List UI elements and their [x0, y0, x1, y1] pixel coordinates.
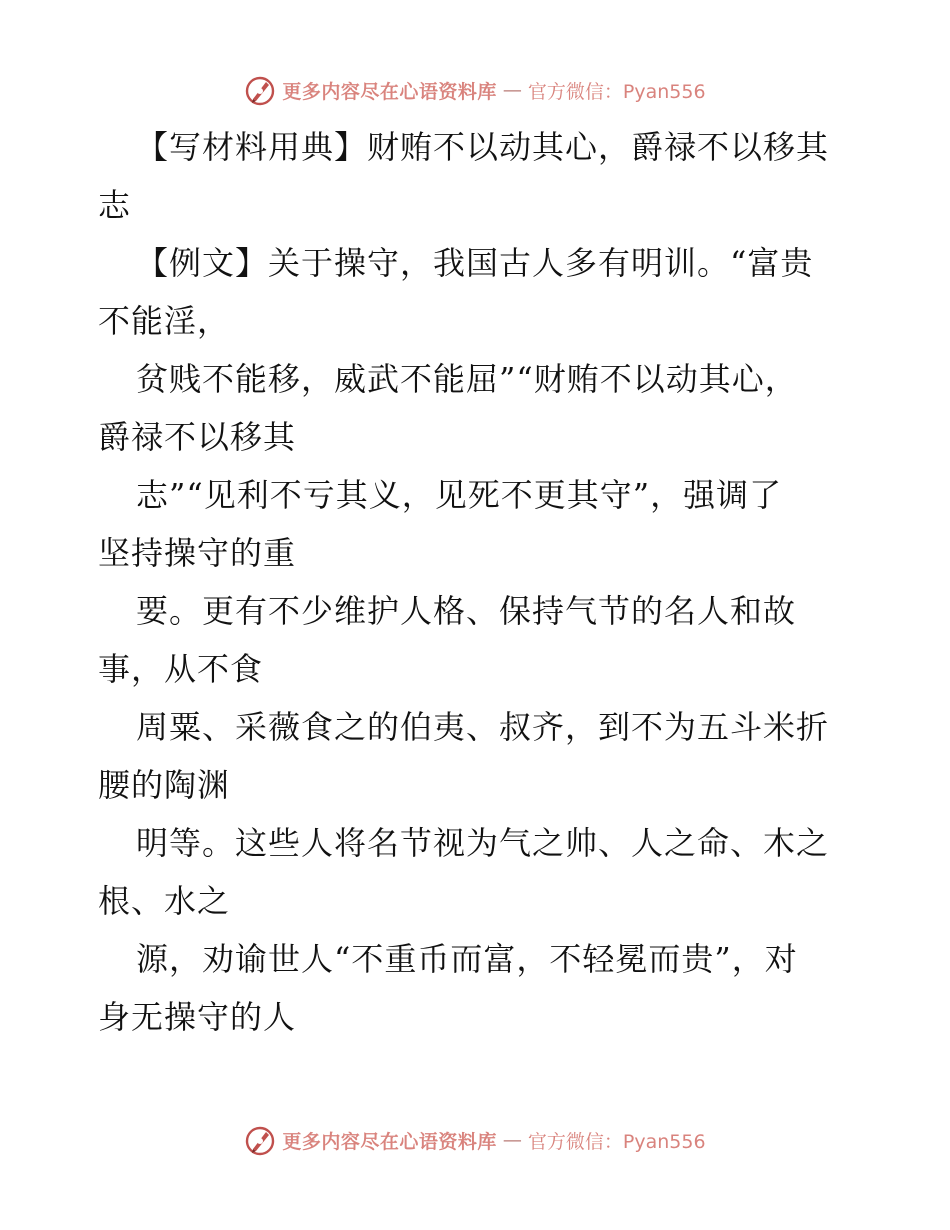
text-line: 志”“见利不亏其义，见死不更其守”，强调了 [136, 476, 783, 514]
text-line: 要。更有不少维护人格、保持气节的名人和故 [136, 592, 797, 630]
text-line: 志 [98, 186, 132, 224]
watermark-separator: — [502, 79, 522, 101]
text-line: 不能淫， [98, 302, 231, 340]
article-body [98, 118, 858, 1046]
pen-logo-icon [244, 1124, 276, 1156]
text-line: 贫贱不能移，威武不能屈”“财贿不以动其心， [136, 360, 798, 398]
header-watermark [0, 70, 950, 110]
text-line: 腰的陶渊 [98, 766, 231, 804]
text-line: 【例文】关于操守，我国古人多有明训。“富贵 [136, 244, 814, 282]
footer-watermark [0, 1120, 950, 1160]
watermark-separator: — [502, 1129, 522, 1151]
watermark-account: 官方微信：Pyan556 [527, 80, 706, 103]
text-line: 根、水之 [98, 882, 231, 920]
text-line: 爵禄不以移其 [98, 418, 297, 456]
text-line: 身无操守的人 [98, 998, 297, 1036]
watermark-text: 更多内容尽在心语资料库 [282, 80, 497, 103]
pen-logo-icon [244, 74, 276, 106]
text-line: 坚持操守的重 [98, 534, 297, 572]
watermark-account: 官方微信：Pyan556 [527, 1130, 706, 1153]
text-line: 周粟、采薇食之的伯夷、叔齐，到不为五斗米折 [136, 708, 830, 746]
watermark-text: 更多内容尽在心语资料库 [282, 1130, 497, 1153]
text-line: 明等。这些人将名节视为气之帅、人之命、木之 [136, 824, 830, 862]
text-line: 源，劝谕世人“不重币而富，不轻冕而贵”，对 [136, 940, 798, 978]
text-line: 事，从不食 [98, 650, 264, 688]
text-line: 【写材料用典】财贿不以动其心，爵禄不以移其 [136, 128, 830, 166]
